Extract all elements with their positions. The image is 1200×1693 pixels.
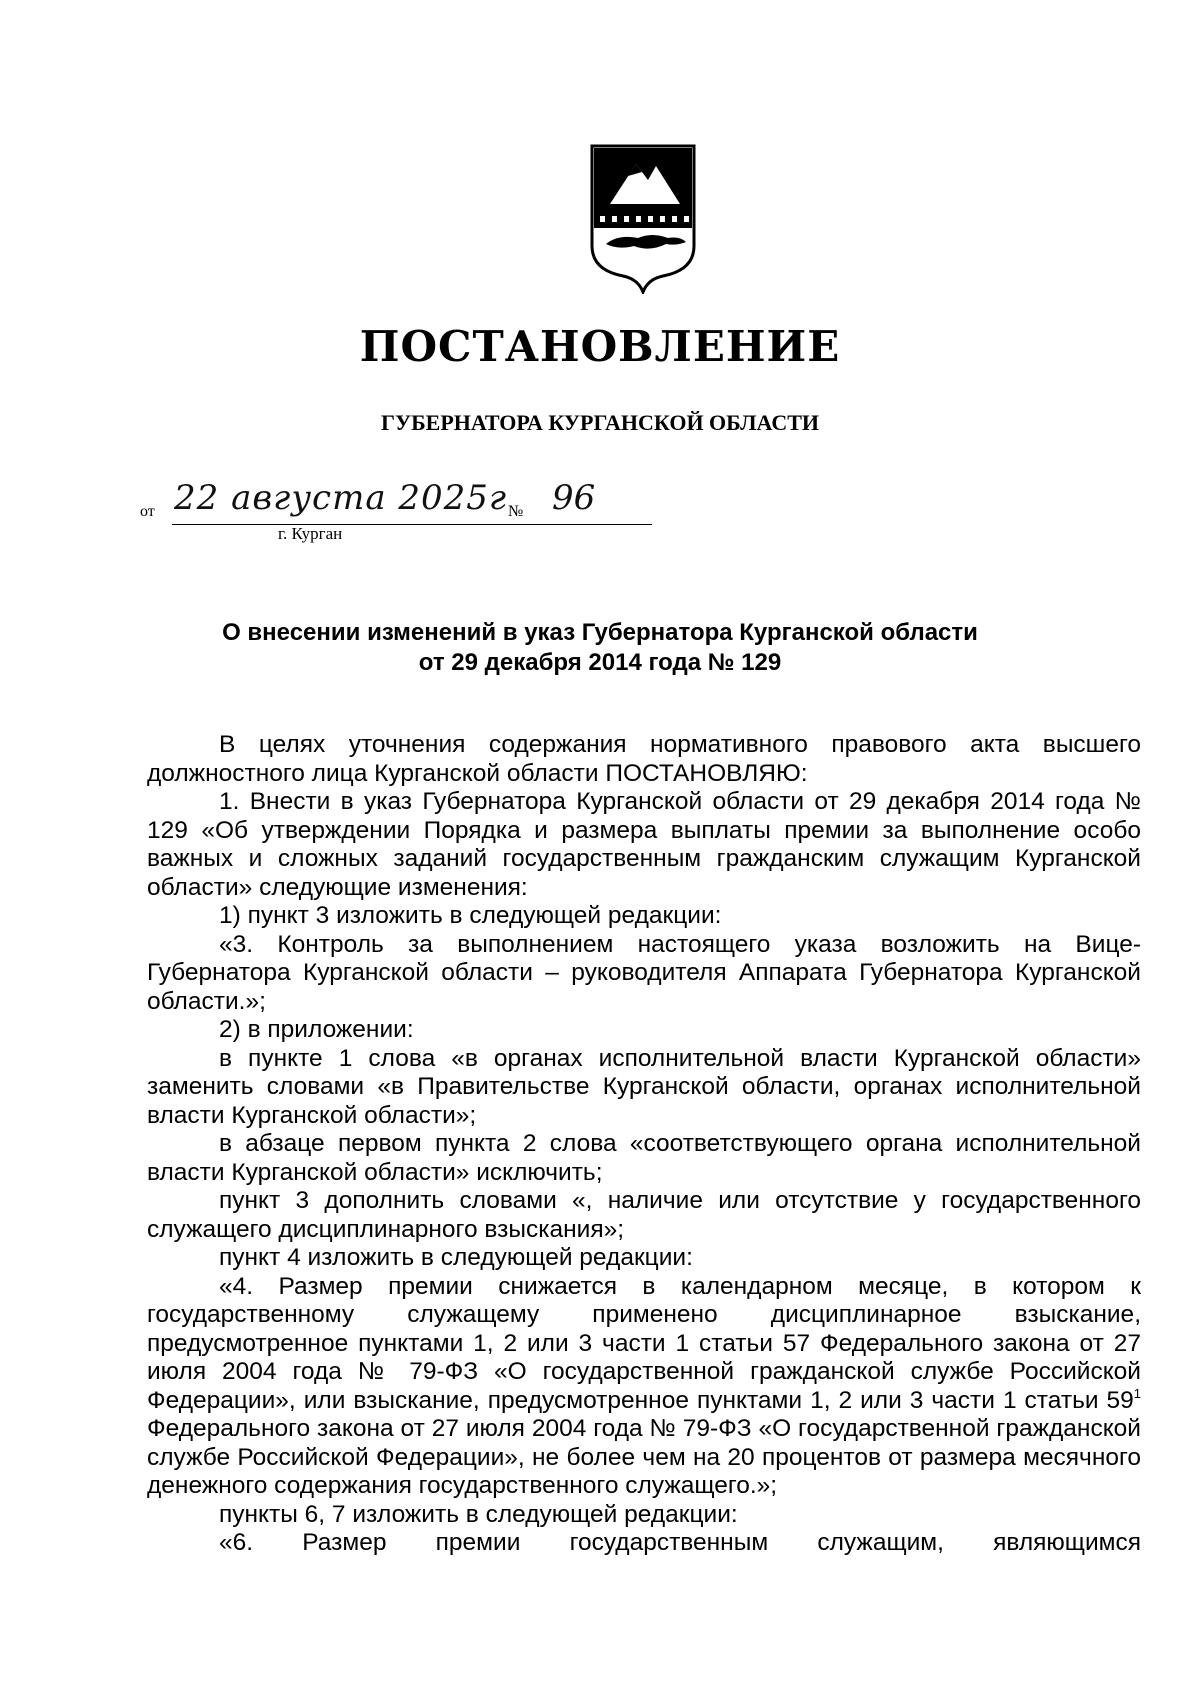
heading-line-1: О внесении изменений в указ Губернатора Курганской области <box>222 619 978 646</box>
paragraph-annex-point-2: в абзаце первом пункта 2 слова «соответствующего органа исполнительной власти Курганской области» исключить; <box>147 1130 1141 1186</box>
superscript-mark: 1 <box>1133 1385 1141 1401</box>
number-label: № <box>508 503 524 520</box>
paragraph-preamble: В целях уточнения содержания нормативного правового акта высшего должностного лица Курганской области ПОСТАНОВЛЯЮ: <box>147 731 1141 787</box>
paragraph-clause-4 <box>147 1273 1141 1501</box>
coat-of-arms-emblem <box>588 142 698 294</box>
paragraph-subitem-1: 1) пункт 3 изложить в следующей редакции: <box>219 902 722 929</box>
handwritten-number: 96 <box>552 478 596 518</box>
city-label: г. Курган <box>278 524 343 543</box>
clause-4-text-part-2: Федерального закона от 27 июля 2004 года № 79-ФЗ «О государственной гражданской службе Российской Федерации», не более чем на 20 процентов от размера месячного денежного содержания государственного служащего.»; <box>147 1415 1141 1499</box>
date-underline <box>172 524 652 525</box>
paragraph-clause-3: «3. Контроль за выполнением настоящего указа возложить на Вице-Губернатора Курганской области – руководителя Аппарата Губернатора Курганской области.»; <box>147 930 1141 1015</box>
date-prefix-label: от <box>140 503 155 520</box>
document-body <box>147 731 1141 1558</box>
paragraph-annex-point-3: пункт 3 дополнить словами «, наличие или отсутствие у государственного служащего дисциплинарного взыскания»; <box>147 1187 1141 1243</box>
document-issuer: ГУБЕРНАТОРА КУРГАНСКОЙ ОБЛАСТИ <box>380 410 820 435</box>
document-heading <box>0 618 1200 678</box>
paragraph-annex-point-4-intro: пункт 4 изложить в следующей редакции: <box>219 1244 693 1271</box>
handwritten-date: 22 августа 2025г <box>174 478 508 518</box>
date-number-line <box>140 478 640 543</box>
paragraph-item-1: 1. Внести в указ Губернатора Курганской области от 29 декабря 2014 года № 129 «Об утверждении Порядка и размера выплаты премии за выполнение особо важных и сложных заданий государственным гражданским служащим Курганской области» следующие изменения: <box>147 788 1141 901</box>
paragraph-clause-6: «6. Размер премии государственным служащим, являющимся <box>219 1529 1141 1556</box>
clause-4-text-part-1: «4. Размер премии снижается в календарном месяце, в котором к государственному служащему применено дисциплинарное взыскание, предусмотренное пунктами 1, 2 или 3 части 1 статьи 57 Федерального закона от 27 июля 2004 года № 79-ФЗ «О государственной гражданской службе Российской Федерации», или взыскание, предусмотренное пунктами 1, 2 или 3 части 1 статьи 59 <box>147 1272 1141 1414</box>
heading-line-2: от 29 декабря 2014 года № 129 <box>418 649 782 676</box>
paragraph-annex-point-1: в пункте 1 слова «в органах исполнительной власти Курганской области» заменить словами «в Правительстве Курганской области, органах исполнительной власти Курганской области»; <box>147 1044 1141 1129</box>
paragraph-subitem-2: 2) в приложении: <box>219 1016 414 1043</box>
document-title: ПОСТАНОВЛЕНИЕ <box>359 322 841 371</box>
paragraph-annex-points-6-7-intro: пункты 6, 7 изложить в следующей редакции: <box>219 1500 738 1528</box>
